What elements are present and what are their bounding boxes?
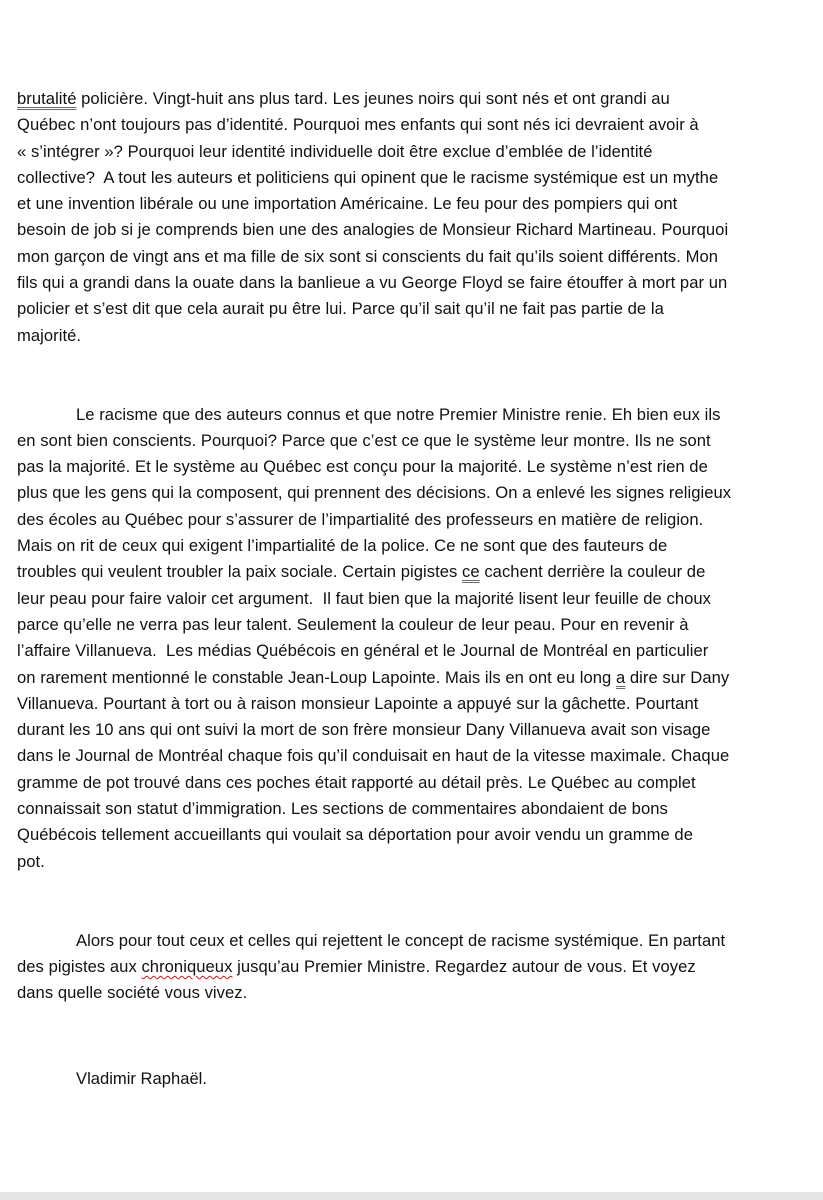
text-line: gramme de pot trouvé dans ces poches était rapporté au détail près. Le Québec au complet (17, 772, 696, 792)
text-line: l’affaire Villanueva. Les médias Québécois en général et le Journal de Montréal en particulier (17, 641, 709, 661)
text-line: dans le Journal de Montréal chaque fois qu’il conduisait en haut de la vitesse maximale. Chaque (17, 746, 730, 766)
text-segment: cachent derrière la couleur de (479, 562, 706, 582)
paragraph-spacer (17, 349, 823, 402)
text-line: fils qui a grandi dans la ouate dans la banlieue a vu George Floyd se faire étouffer à mort par un (17, 273, 728, 293)
text-line: « s’intégrer »? Pourquoi leur identité individuelle doit être exclue d’emblée de l’identité (17, 141, 653, 161)
text-line: en sont bien conscients. Pourquoi? Parce que c’est ce que le système leur montre. Ils ne sont (17, 430, 711, 450)
text-line: connaissait son statut d’immigration. Les sections de commentaires abondaient de bons (17, 799, 668, 819)
text-line: besoin de job si je comprends bien une des analogies de Monsieur Richard Martineau. Pourquoi (17, 220, 729, 240)
signature: Vladimir Raphaël. (76, 1069, 207, 1088)
text-line: Villanueva. Pourtant à tort ou à raison monsieur Lapointe a appuyé sur la gâchette. Pourtant (17, 693, 699, 713)
text-line: policier et s’est dit que cela aurait pu être lui. Parce qu’il sait qu’il ne fait pas partie de la (17, 299, 664, 319)
text-line: Québec n’ont toujours pas d’identité. Pourquoi mes enfants qui sont nés ici devraient avoir à (17, 115, 699, 135)
text-line: et une invention libérale ou une importation Américaine. Le feu pour des pompiers qui ont (17, 194, 678, 214)
grammar-flagged-word[interactable]: a (615, 667, 626, 687)
text-segment: troubles qui veulent troubler la paix sociale. Certain pigistes (17, 562, 463, 582)
text-line: collective? A tout les auteurs et politiciens qui opinent que le racisme systémique est un mythe (17, 167, 719, 187)
spelling-flagged-word[interactable]: chroniqueux (141, 956, 233, 976)
text-segment: jusqu’au Premier Ministre. Regardez autour de vous. Et voyez (232, 956, 696, 976)
text-line: Québécois tellement accueillants qui voulait sa déportation pour avoir vendu un gramme de (17, 825, 693, 845)
text-line (17, 559, 823, 585)
text-line: Le racisme que des auteurs connus et que notre Premier Ministre renie. Eh bien eux ils (76, 404, 721, 424)
text-segment: dire sur Dany (625, 667, 730, 687)
text-line: parce qu’elle ne verra pas leur talent. Seulement la couleur de leur peau. Pour en revenir à (17, 614, 689, 634)
text-line: des écoles au Québec pour s’assurer de l’impartialité des professeurs en matière de religion. (17, 509, 704, 529)
text-line (17, 86, 823, 112)
text-line: leur peau pour faire valoir cet argument. Il faut bien que la majorité lisent leur feuille de choux (17, 588, 712, 608)
text-line: plus que les gens qui la composent, qui prennent des décisions. On a enlevé les signes religieux (17, 483, 732, 503)
grammar-flagged-word[interactable]: ce (462, 562, 480, 582)
text-line: dans quelle société vous vivez. (17, 983, 248, 1003)
text-segment: on rarement mentionné le constable Jean-Loup Lapointe. Mais ils en ont eu long (17, 667, 616, 687)
text-segment: des pigistes aux (17, 956, 142, 976)
text-line: pot. (17, 851, 45, 871)
text-line (17, 954, 823, 980)
text-line (17, 665, 823, 691)
grammar-flagged-word[interactable]: brutalité (17, 89, 77, 108)
page-bottom-edge (0, 1192, 823, 1200)
document-body[interactable] (17, 86, 823, 1006)
text-line: pas la majorité. Et le système au Québec est conçu pour la majorité. Le système n’est rien de (17, 457, 708, 477)
paragraph-spacer (17, 875, 823, 928)
text-line: durant les 10 ans qui ont suivi la mort de son frère monsieur Dany Villanueva avait son visage (17, 720, 711, 740)
text-line: majorité. (17, 325, 82, 345)
text-line: Alors pour tout ceux et celles qui rejettent le concept de racisme systémique. En partant (76, 930, 726, 950)
text-line: Mais on rit de ceux qui exigent l’impartialité de la police. Ce ne sont que des fauteurs de (17, 536, 668, 556)
text-segment: policière. Vingt-huit ans plus tard. Les jeunes noirs qui sont nés et ont grandi au (76, 89, 670, 108)
text-line: mon garçon de vingt ans et ma fille de six sont si conscients du fait qu’ils soient différents. Mon (17, 246, 719, 266)
